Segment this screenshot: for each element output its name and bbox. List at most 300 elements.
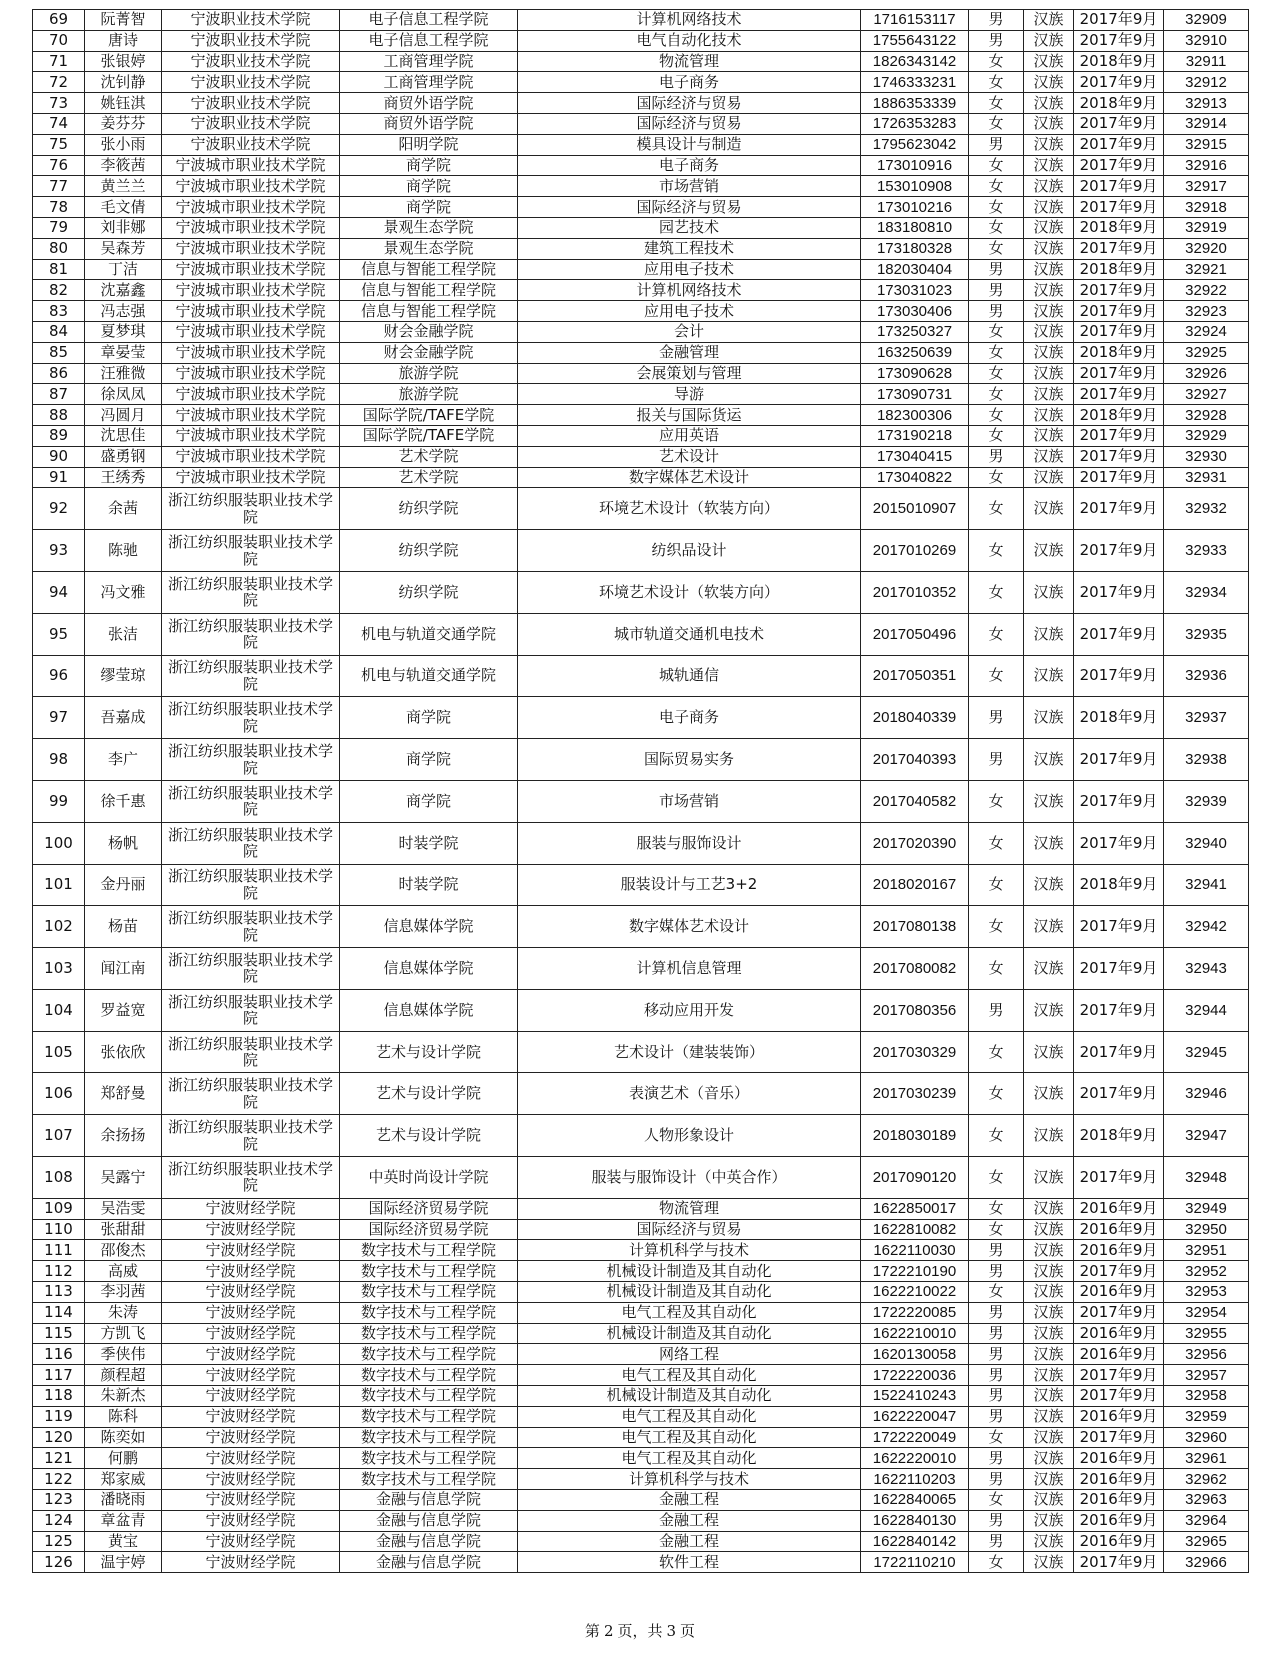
student-name: 吴森芳 [85,238,162,259]
enrollment-date: 2018年9月 [1074,1115,1164,1157]
gender-cell: 男 [969,697,1024,739]
student-name: 刘非娜 [85,217,162,238]
major-cell: 物流管理 [518,1198,861,1219]
school-cell: 浙江纺织服装职业技术学院 [162,488,340,530]
student-id: 2018040339 [861,697,969,739]
row-number: 110 [33,1219,85,1240]
record-code: 32933 [1164,530,1249,572]
record-code: 32915 [1164,134,1249,155]
major-cell: 建筑工程技术 [518,238,861,259]
major-cell: 电子商务 [518,72,861,93]
enrollment-date: 2017年9月 [1074,571,1164,613]
student-name: 陈驰 [85,530,162,572]
ethnicity-cell: 汉族 [1024,1469,1074,1490]
student-id: 2017080082 [861,948,969,990]
record-code: 32917 [1164,176,1249,197]
student-name: 金丹丽 [85,864,162,906]
student-id: 2017080138 [861,906,969,948]
student-id: 1722210190 [861,1261,969,1282]
gender-cell: 男 [969,1469,1024,1490]
ethnicity-cell: 汉族 [1024,1261,1074,1282]
row-number: 104 [33,989,85,1031]
row-number: 95 [33,613,85,655]
school-cell: 宁波城市职业技术学院 [162,280,340,301]
table-row [33,10,1249,31]
row-number: 80 [33,238,85,259]
student-id: 2017010269 [861,530,969,572]
record-code: 32927 [1164,384,1249,405]
school-cell: 宁波财经学院 [162,1240,340,1261]
table-row [33,301,1249,322]
major-cell: 环境艺术设计（软装方向） [518,571,861,613]
table-row [33,530,1249,572]
table-row [33,1552,1249,1573]
school-cell: 宁波职业技术学院 [162,30,340,51]
enrollment-date: 2018年9月 [1074,51,1164,72]
enrollment-date: 2017年9月 [1074,238,1164,259]
college-cell: 艺术学院 [340,467,518,488]
table-row [33,697,1249,739]
school-cell: 宁波财经学院 [162,1261,340,1282]
ethnicity-cell: 汉族 [1024,384,1074,405]
record-code: 32959 [1164,1406,1249,1427]
student-id: 1826343142 [861,51,969,72]
table-row [33,1240,1249,1261]
major-cell: 环境艺术设计（软装方向） [518,488,861,530]
ethnicity-cell: 汉族 [1024,1115,1074,1157]
row-number: 78 [33,197,85,218]
enrollment-date: 2018年9月 [1074,342,1164,363]
student-name: 余扬扬 [85,1115,162,1157]
table-row [33,1427,1249,1448]
school-cell: 宁波财经学院 [162,1406,340,1427]
school-cell: 宁波城市职业技术学院 [162,467,340,488]
student-name: 潘晓雨 [85,1490,162,1511]
gender-cell: 女 [969,1552,1024,1573]
student-name: 闻江南 [85,948,162,990]
gender-cell: 女 [969,1031,1024,1073]
table-row [33,1344,1249,1365]
row-number: 84 [33,321,85,342]
major-cell: 表演艺术（音乐） [518,1073,861,1115]
student-name: 徐千惠 [85,780,162,822]
college-cell: 艺术与设计学院 [340,1031,518,1073]
school-cell: 宁波城市职业技术学院 [162,197,340,218]
major-cell: 模具设计与制造 [518,134,861,155]
record-code: 32961 [1164,1448,1249,1469]
table-row [33,280,1249,301]
row-number: 105 [33,1031,85,1073]
ethnicity-cell: 汉族 [1024,446,1074,467]
gender-cell: 女 [969,176,1024,197]
record-code: 32936 [1164,655,1249,697]
row-number: 125 [33,1531,85,1552]
gender-cell: 男 [969,259,1024,280]
enrollment-date: 2016年9月 [1074,1531,1164,1552]
school-cell: 宁波职业技术学院 [162,10,340,31]
row-number: 75 [33,134,85,155]
college-cell: 数字技术与工程学院 [340,1323,518,1344]
college-cell: 数字技术与工程学院 [340,1282,518,1303]
student-name: 杨帆 [85,822,162,864]
ethnicity-cell: 汉族 [1024,259,1074,280]
student-id: 1622210022 [861,1282,969,1303]
school-cell: 宁波财经学院 [162,1386,340,1407]
row-number: 124 [33,1510,85,1531]
college-cell: 信息媒体学院 [340,989,518,1031]
major-cell: 金融工程 [518,1490,861,1511]
school-cell: 宁波城市职业技术学院 [162,363,340,384]
enrollment-date: 2016年9月 [1074,1469,1164,1490]
student-name: 何鹏 [85,1448,162,1469]
record-code: 32940 [1164,822,1249,864]
major-cell: 城市轨道交通机电技术 [518,613,861,655]
college-cell: 数字技术与工程学院 [340,1406,518,1427]
table-row [33,1198,1249,1219]
student-id: 173250327 [861,321,969,342]
major-cell: 计算机科学与技术 [518,1469,861,1490]
school-cell: 浙江纺织服装职业技术学院 [162,1115,340,1157]
row-number: 97 [33,697,85,739]
student-id: 2017050496 [861,613,969,655]
gender-cell: 女 [969,1073,1024,1115]
table-row [33,425,1249,446]
gender-cell: 女 [969,363,1024,384]
student-id: 1522410243 [861,1386,969,1407]
record-code: 32911 [1164,51,1249,72]
table-row [33,1323,1249,1344]
gender-cell: 女 [969,405,1024,426]
student-name: 沈思佳 [85,425,162,446]
college-cell: 时装学院 [340,822,518,864]
student-id: 183180810 [861,217,969,238]
college-cell: 纺织学院 [340,488,518,530]
row-number: 77 [33,176,85,197]
student-name: 吴浩雯 [85,1198,162,1219]
student-id: 182030404 [861,259,969,280]
student-name: 高威 [85,1261,162,1282]
enrollment-date: 2017年9月 [1074,176,1164,197]
enrollment-date: 2017年9月 [1074,155,1164,176]
school-cell: 浙江纺织服装职业技术学院 [162,822,340,864]
ethnicity-cell: 汉族 [1024,72,1074,93]
row-number: 85 [33,342,85,363]
major-cell: 数字媒体艺术设计 [518,467,861,488]
gender-cell: 男 [969,1448,1024,1469]
major-cell: 金融工程 [518,1510,861,1531]
major-cell: 金融管理 [518,342,861,363]
major-cell: 机械设计制造及其自动化 [518,1386,861,1407]
student-name: 李羽茜 [85,1282,162,1303]
gender-cell: 女 [969,1198,1024,1219]
table-row [33,1448,1249,1469]
table-row [33,488,1249,530]
student-id: 2017030239 [861,1073,969,1115]
student-name: 沈钊静 [85,72,162,93]
college-cell: 信息与智能工程学院 [340,280,518,301]
student-table [32,9,1249,1573]
enrollment-date: 2016年9月 [1074,1448,1164,1469]
student-id: 1620130058 [861,1344,969,1365]
major-cell: 园艺技术 [518,217,861,238]
ethnicity-cell: 汉族 [1024,1219,1074,1240]
major-cell: 服装与服饰设计 [518,822,861,864]
student-name: 李广 [85,739,162,781]
record-code: 32935 [1164,613,1249,655]
student-id: 173180328 [861,238,969,259]
gender-cell: 男 [969,739,1024,781]
gender-cell: 女 [969,321,1024,342]
row-number: 83 [33,301,85,322]
enrollment-date: 2017年9月 [1074,10,1164,31]
major-cell: 计算机信息管理 [518,948,861,990]
college-cell: 金融与信息学院 [340,1510,518,1531]
table-row [33,113,1249,134]
table-row [33,176,1249,197]
major-cell: 国际经济与贸易 [518,197,861,218]
school-cell: 宁波财经学院 [162,1365,340,1386]
college-cell: 景观生态学院 [340,217,518,238]
college-cell: 金融与信息学院 [340,1552,518,1573]
school-cell: 浙江纺织服装职业技术学院 [162,739,340,781]
row-number: 111 [33,1240,85,1261]
school-cell: 浙江纺织服装职业技术学院 [162,1157,340,1199]
gender-cell: 女 [969,655,1024,697]
student-name: 陈科 [85,1406,162,1427]
gender-cell: 女 [969,1427,1024,1448]
school-cell: 宁波城市职业技术学院 [162,384,340,405]
gender-cell: 男 [969,1344,1024,1365]
college-cell: 景观生态学院 [340,238,518,259]
major-cell: 机械设计制造及其自动化 [518,1261,861,1282]
college-cell: 旅游学院 [340,363,518,384]
row-number: 82 [33,280,85,301]
enrollment-date: 2017年9月 [1074,989,1164,1031]
college-cell: 信息与智能工程学院 [340,301,518,322]
gender-cell: 男 [969,1386,1024,1407]
row-number: 123 [33,1490,85,1511]
record-code: 32929 [1164,425,1249,446]
table-row [33,1073,1249,1115]
gender-cell: 男 [969,1323,1024,1344]
college-cell: 信息媒体学院 [340,906,518,948]
enrollment-date: 2017年9月 [1074,1386,1164,1407]
row-number: 96 [33,655,85,697]
enrollment-date: 2017年9月 [1074,301,1164,322]
student-name: 姚钰淇 [85,93,162,114]
ethnicity-cell: 汉族 [1024,467,1074,488]
student-name: 余茜 [85,488,162,530]
school-cell: 宁波城市职业技术学院 [162,342,340,363]
ethnicity-cell: 汉族 [1024,948,1074,990]
table-row [33,613,1249,655]
table-row [33,259,1249,280]
major-cell: 国际经济与贸易 [518,93,861,114]
footer-prefix: 第 [584,1622,600,1640]
ethnicity-cell: 汉族 [1024,571,1074,613]
student-id: 173040822 [861,467,969,488]
gender-cell: 女 [969,113,1024,134]
row-number: 88 [33,405,85,426]
table-row [33,822,1249,864]
student-id: 1722110210 [861,1552,969,1573]
row-number: 69 [33,10,85,31]
record-code: 32924 [1164,321,1249,342]
ethnicity-cell: 汉族 [1024,238,1074,259]
student-name: 姜芬芬 [85,113,162,134]
student-id: 173190218 [861,425,969,446]
student-name: 郑家威 [85,1469,162,1490]
record-code: 32934 [1164,571,1249,613]
college-cell: 艺术与设计学院 [340,1073,518,1115]
enrollment-date: 2017年9月 [1074,384,1164,405]
table-row [33,1490,1249,1511]
major-cell: 纺织品设计 [518,530,861,572]
college-cell: 旅游学院 [340,384,518,405]
ethnicity-cell: 汉族 [1024,176,1074,197]
enrollment-date: 2017年9月 [1074,197,1164,218]
enrollment-date: 2017年9月 [1074,1302,1164,1323]
row-number: 119 [33,1406,85,1427]
record-code: 32965 [1164,1531,1249,1552]
student-id: 173090731 [861,384,969,405]
student-name: 朱新杰 [85,1386,162,1407]
row-number: 94 [33,571,85,613]
major-cell: 会展策划与管理 [518,363,861,384]
ethnicity-cell: 汉族 [1024,280,1074,301]
major-cell: 艺术设计（建装装饰） [518,1031,861,1073]
enrollment-date: 2017年9月 [1074,1552,1164,1573]
gender-cell: 女 [969,93,1024,114]
school-cell: 宁波财经学院 [162,1198,340,1219]
college-cell: 财会金融学院 [340,321,518,342]
table-row [33,571,1249,613]
footer-suffix: 页 [680,1622,696,1640]
record-code: 32962 [1164,1469,1249,1490]
row-number: 122 [33,1469,85,1490]
ethnicity-cell: 汉族 [1024,10,1074,31]
student-id: 2017020390 [861,822,969,864]
enrollment-date: 2017年9月 [1074,530,1164,572]
table-row [33,1031,1249,1073]
major-cell: 移动应用开发 [518,989,861,1031]
enrollment-date: 2017年9月 [1074,1365,1164,1386]
student-name: 张小雨 [85,134,162,155]
student-id: 2017040393 [861,739,969,781]
college-cell: 商学院 [340,197,518,218]
college-cell: 财会金融学院 [340,342,518,363]
record-code: 32928 [1164,405,1249,426]
row-number: 74 [33,113,85,134]
student-id: 1622220010 [861,1448,969,1469]
college-cell: 机电与轨道交通学院 [340,655,518,697]
major-cell: 电子商务 [518,155,861,176]
student-name: 李筱茜 [85,155,162,176]
school-cell: 宁波职业技术学院 [162,134,340,155]
college-cell: 数字技术与工程学院 [340,1427,518,1448]
student-name: 邵俊杰 [85,1240,162,1261]
gender-cell: 男 [969,10,1024,31]
student-id: 1622840142 [861,1531,969,1552]
ethnicity-cell: 汉族 [1024,1427,1074,1448]
footer-page-number: 2 [603,1622,614,1640]
record-code: 32926 [1164,363,1249,384]
college-cell: 数字技术与工程学院 [340,1344,518,1365]
row-number: 76 [33,155,85,176]
college-cell: 信息与智能工程学院 [340,259,518,280]
school-cell: 宁波财经学院 [162,1323,340,1344]
gender-cell: 女 [969,51,1024,72]
ethnicity-cell: 汉族 [1024,1531,1074,1552]
table-row [33,72,1249,93]
table-row [33,906,1249,948]
student-name: 吴露宁 [85,1157,162,1199]
school-cell: 宁波财经学院 [162,1344,340,1365]
school-cell: 宁波城市职业技术学院 [162,259,340,280]
student-id: 2018030189 [861,1115,969,1157]
college-cell: 纺织学院 [340,530,518,572]
record-code: 32963 [1164,1490,1249,1511]
enrollment-date: 2018年9月 [1074,405,1164,426]
table-row [33,1157,1249,1199]
record-code: 32944 [1164,989,1249,1031]
row-number: 100 [33,822,85,864]
table-row [33,155,1249,176]
college-cell: 数字技术与工程学院 [340,1448,518,1469]
ethnicity-cell: 汉族 [1024,1552,1074,1573]
student-name: 罗益宽 [85,989,162,1031]
row-number: 103 [33,948,85,990]
ethnicity-cell: 汉族 [1024,530,1074,572]
enrollment-date: 2017年9月 [1074,822,1164,864]
major-cell: 机械设计制造及其自动化 [518,1323,861,1344]
gender-cell: 男 [969,1261,1024,1282]
college-cell: 工商管理学院 [340,72,518,93]
student-id: 1795623042 [861,134,969,155]
row-number: 118 [33,1386,85,1407]
college-cell: 中英时尚设计学院 [340,1157,518,1199]
table-row [33,1510,1249,1531]
college-cell: 商贸外语学院 [340,113,518,134]
major-cell: 国际经济与贸易 [518,113,861,134]
student-name: 阮菁智 [85,10,162,31]
record-code: 32947 [1164,1115,1249,1157]
gender-cell: 女 [969,72,1024,93]
college-cell: 金融与信息学院 [340,1490,518,1511]
major-cell: 软件工程 [518,1552,861,1573]
gender-cell: 男 [969,989,1024,1031]
record-code: 32914 [1164,113,1249,134]
major-cell: 电气工程及其自动化 [518,1448,861,1469]
ethnicity-cell: 汉族 [1024,1157,1074,1199]
enrollment-date: 2018年9月 [1074,697,1164,739]
gender-cell: 女 [969,342,1024,363]
table-row [33,1282,1249,1303]
major-cell: 城轨通信 [518,655,861,697]
college-cell: 国际学院/TAFE学院 [340,425,518,446]
enrollment-date: 2016年9月 [1074,1510,1164,1531]
student-name: 郑舒曼 [85,1073,162,1115]
ethnicity-cell: 汉族 [1024,613,1074,655]
gender-cell: 男 [969,1510,1024,1531]
major-cell: 机械设计制造及其自动化 [518,1282,861,1303]
row-number: 113 [33,1282,85,1303]
ethnicity-cell: 汉族 [1024,739,1074,781]
school-cell: 宁波财经学院 [162,1302,340,1323]
enrollment-date: 2016年9月 [1074,1240,1164,1261]
ethnicity-cell: 汉族 [1024,1282,1074,1303]
school-cell: 浙江纺织服装职业技术学院 [162,906,340,948]
